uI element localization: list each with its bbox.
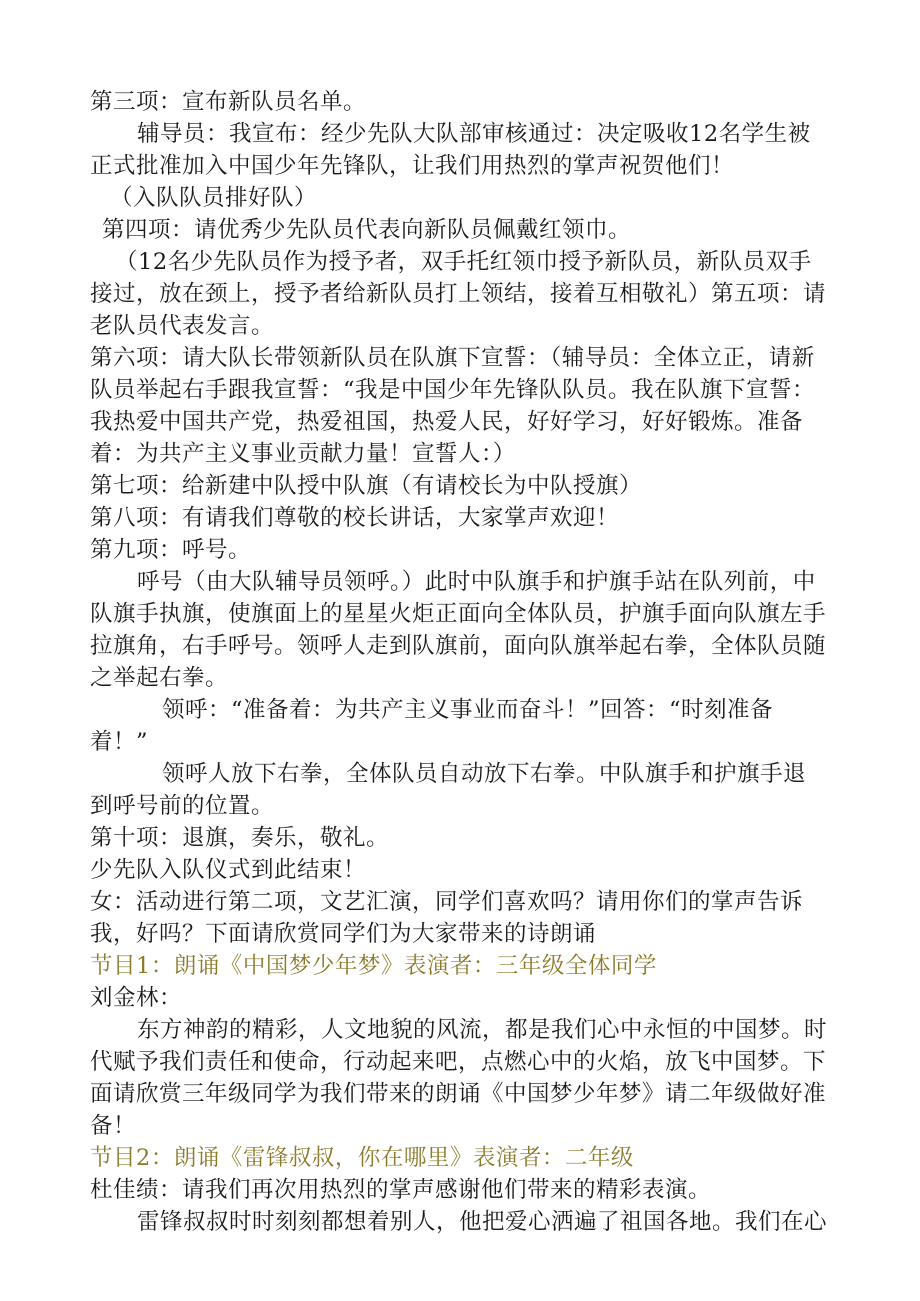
paragraph-line: 着：为共产主义事业贡献力量！宣誓人：） xyxy=(90,441,516,467)
item-4-heading: 第四项：请优秀少先队员代表向新队员佩戴红领巾。 xyxy=(102,217,632,243)
paragraph-line: 拉旗角，右手呼号。领呼人走到队旗前，面向队旗举起右拳，全体队员随 xyxy=(90,633,827,659)
paragraph-line: 队员举起右手跟我宣誓：“我是中国少年先锋队队员。我在队旗下宣誓： xyxy=(90,377,816,403)
paragraph-line: 辅导员：我宣布：经少先队大队部审核通过：决定吸收12名学生被 xyxy=(137,121,811,147)
paragraph-line: 少先队入队仪式到此结束！ xyxy=(90,857,367,883)
paragraph-line: 领呼：“准备着：为共产主义事业而奋斗！”回答：“时刻准备 xyxy=(162,697,774,723)
program-1-heading: 节目1：朗诵《中国梦少年梦》表演者：三年级全体同学 xyxy=(90,953,657,979)
paragraph-line: （12名少先队员作为授予者，双手托红领巾授予新队员，新队员双手 xyxy=(115,249,812,275)
paragraph-line: 领呼人放下右拳，全体队员自动放下右拳。中队旗手和护旗手退 xyxy=(162,761,807,787)
paragraph-line: 正式批准加入中国少年先锋队，让我们用热烈的掌声祝贺他们！ xyxy=(90,153,735,179)
paragraph-line: 东方神韵的精彩，人文地貌的风流，都是我们心中永恒的中国梦。时 xyxy=(137,1017,828,1043)
paragraph-line: 我，好吗？下面请欣赏同学们为大家带来的诗朗诵 xyxy=(90,921,597,947)
paragraph-line: 老队员代表发言。 xyxy=(90,313,275,339)
paragraph-line: 代赋予我们责任和使命，行动起来吧，点燃心中的火焰，放飞中国梦。下 xyxy=(90,1049,827,1075)
paragraph-line: 队旗手执旗，使旗面上的星星火炬正面向全体队员，护旗手面向队旗左手 xyxy=(90,601,827,627)
paragraph-line: 雷锋叔叔时时刻刻都想着别人，他把爱心洒遍了祖国各地。我们在心 xyxy=(137,1209,828,1235)
paragraph-line: 之举起右拳。 xyxy=(90,665,229,691)
paragraph-line: 杜佳绩：请我们再次用热烈的掌声感谢他们带来的精彩表演。 xyxy=(90,1177,712,1203)
program-2-heading: 节目2：朗诵《雷锋叔叔，你在哪里》表演者：二年级 xyxy=(90,1145,634,1171)
paragraph-line: 女：活动进行第二项，文艺汇演，同学们喜欢吗？请用你们的掌声告诉 xyxy=(90,889,804,915)
paragraph-line: 呼号（由大队辅导员领呼。）此时中队旗手和护旗手站在队列前，中 xyxy=(137,569,816,595)
paragraph-line: 接过，放在颈上，授予者给新队员打上领结，接着互相敬礼）第五项：请 xyxy=(90,281,827,307)
paragraph-line: 到呼号前的位置。 xyxy=(90,793,275,819)
item-6-heading: 第六项：请大队长带领新队员在队旗下宣誓：（辅导员：全体立正，请新 xyxy=(90,345,815,371)
paragraph-line: 面请欣赏三年级同学为我们带来的朗诵《中国梦少年梦》请二年级做好准 xyxy=(90,1081,827,1107)
item-8-heading: 第八项：有请我们尊敬的校长讲话，大家掌声欢迎！ xyxy=(90,505,620,531)
item-9-heading: 第九项：呼号。 xyxy=(90,537,252,563)
item-7-heading: 第七项：给新建中队授中队旗（有请校长为中队授旗） xyxy=(90,473,643,499)
speaker-label: 刘金林： xyxy=(90,985,183,1011)
item-3-heading: 第三项：宣布新队员名单。 xyxy=(90,89,367,115)
paragraph-line: 着！” xyxy=(90,729,149,755)
paragraph-line: 备！ xyxy=(90,1113,137,1139)
paragraph-line: 我热爱中国共产党，热爱祖国，热爱人民，好好学习，好好锻炼。准备 xyxy=(90,409,804,435)
item-10-heading: 第十项：退旗，奏乐，敬礼。 xyxy=(90,825,390,851)
stage-direction: （入队队员排好队） xyxy=(110,185,318,211)
